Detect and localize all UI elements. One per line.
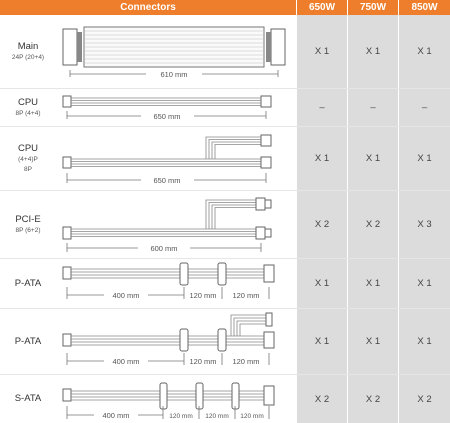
pata-split-cable-icon [56, 309, 296, 374]
connector-spec: 8P [24, 165, 32, 173]
cable-length: 120 mm [232, 357, 260, 366]
row-pata-1 [0, 259, 450, 308]
connector-label [0, 15, 56, 88]
row-sata [0, 375, 450, 423]
value-650w: X 1 [296, 309, 347, 374]
connector-name: P-ATA [14, 335, 42, 347]
connector-name: CPU [17, 142, 39, 154]
connector-spec: 8P (4+4) [15, 109, 41, 117]
value-750w: X 1 [347, 309, 398, 374]
value-650w: – [296, 89, 347, 126]
cable-length: 600 mm [150, 244, 178, 253]
connector-label [0, 309, 56, 374]
row-cpu-8p [0, 89, 450, 126]
pcie-cable-icon [56, 191, 296, 258]
header-650w: 650W [296, 0, 347, 15]
connector-spec: 8P (6+2) [15, 226, 41, 234]
cable-diagram [56, 127, 296, 190]
connector-name: S-ATA [14, 393, 42, 404]
cable-length: 120 mm [189, 357, 217, 366]
connector-spec: 24P (20+4) [11, 53, 45, 61]
row-pcie-8p [0, 191, 450, 258]
sata-cable-icon [56, 375, 296, 423]
cpu-8p-cable-icon [56, 89, 296, 126]
connector-name: PCI-E [15, 213, 41, 225]
header-connectors: Connectors [0, 0, 296, 15]
value-850w: – [398, 89, 450, 126]
value-750w: X 2 [347, 191, 398, 258]
value-650w: X 1 [296, 127, 347, 190]
value-850w: X 1 [398, 15, 450, 88]
cable-length: 400 mm [112, 357, 140, 366]
header-750w: 750W [347, 0, 398, 15]
table-header [0, 0, 450, 15]
row-cpu-4plus4p [0, 127, 450, 190]
value-650w: X 1 [296, 259, 347, 308]
cable-length: 120 mm [189, 291, 217, 300]
cable-length: 120 mm [169, 413, 193, 420]
cable-diagram [56, 89, 296, 126]
cable-diagram [56, 191, 296, 258]
cable-length: 120 mm [205, 413, 229, 420]
cable-length: 120 mm [240, 413, 264, 420]
main-24p-cable-icon [56, 15, 296, 88]
value-850w: X 1 [398, 127, 450, 190]
connector-spec: (4+4)P [18, 155, 38, 163]
value-750w: X 1 [347, 15, 398, 88]
cable-length: 610 mm [160, 70, 188, 79]
connector-label [0, 127, 56, 190]
cable-length: 400 mm [102, 411, 130, 420]
connector-label [0, 191, 56, 258]
connector-label [0, 89, 56, 126]
value-650w: X 2 [296, 191, 347, 258]
connector-name: P-ATA [14, 277, 42, 289]
connector-name: CPU [17, 96, 39, 108]
value-650w: X 1 [296, 15, 347, 88]
row-main-24p [0, 15, 450, 88]
cable-diagram [56, 375, 296, 423]
connector-label [0, 259, 56, 308]
header-850w: 850W [398, 0, 450, 15]
cable-diagram [56, 259, 296, 308]
value-750w: X 1 [347, 127, 398, 190]
cable-diagram [56, 309, 296, 374]
cable-length: 400 mm [112, 291, 140, 300]
connector-label [0, 375, 56, 423]
cable-diagram [56, 15, 296, 88]
value-850w: X 2 [398, 375, 450, 423]
value-850w: X 1 [398, 309, 450, 374]
cable-length: 120 mm [232, 291, 260, 300]
value-750w: X 1 [347, 259, 398, 308]
cpu-split-cable-icon [56, 127, 296, 190]
row-pata-2 [0, 309, 450, 374]
value-850w: X 1 [398, 259, 450, 308]
value-650w: X 2 [296, 375, 347, 423]
cable-length: 650 mm [153, 112, 181, 121]
value-750w: – [347, 89, 398, 126]
pata-cable-icon [56, 259, 296, 308]
value-850w: X 3 [398, 191, 450, 258]
connector-name: Main [17, 40, 39, 52]
cable-length: 650 mm [153, 176, 181, 185]
value-750w: X 2 [347, 375, 398, 423]
